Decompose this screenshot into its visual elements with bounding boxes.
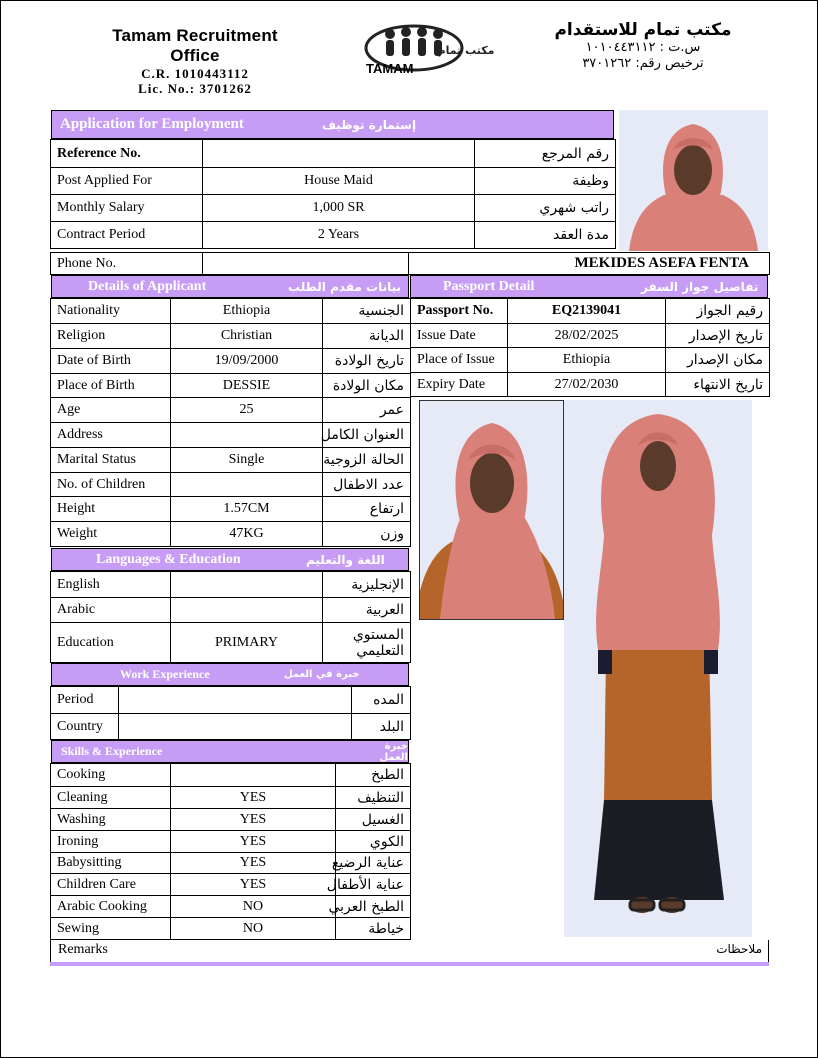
height-label: Height — [51, 497, 171, 522]
details-title: Details of Applicant — [88, 278, 207, 294]
table-row — [51, 896, 411, 918]
table-row — [51, 572, 411, 598]
english-value[interactable] — [171, 572, 323, 598]
post-label-ar: وظيفة — [475, 168, 616, 195]
work-title: Work Experience — [120, 667, 210, 681]
pob-value[interactable]: DESSIE — [171, 374, 323, 398]
table-row — [51, 222, 616, 249]
period-value[interactable] — [119, 687, 352, 714]
skills-table — [50, 763, 411, 940]
table-row — [51, 497, 411, 522]
address-value[interactable] — [171, 423, 323, 448]
table-row — [411, 299, 770, 324]
passport-no-value[interactable]: EQ2139041 — [508, 299, 666, 324]
english-label: English — [51, 572, 171, 598]
children-label: No. of Children — [51, 473, 171, 497]
period-label-ar: المده — [352, 687, 411, 714]
place-issue-label-ar: مكان الإصدار — [666, 348, 770, 373]
table-row — [51, 853, 411, 874]
table-row — [51, 787, 411, 809]
table-row — [411, 373, 770, 397]
applicant-name: MEKIDES ASEFA FENTA — [409, 253, 770, 275]
table-row — [51, 473, 411, 497]
post-label: Post Applied For — [51, 168, 203, 195]
passport-no-label: Passport No. — [411, 299, 508, 324]
logo-label: TAMAM — [366, 61, 414, 76]
sewing-value[interactable]: NO — [171, 918, 336, 940]
cooking-label: Cooking — [51, 764, 171, 787]
work-title-ar: خبرة في العمل — [284, 669, 360, 680]
table-row — [51, 623, 411, 663]
languages-table — [50, 571, 411, 663]
logo-text-ar: مكتب تمام — [437, 44, 495, 57]
children-label-ar: عدد الاطفال — [323, 473, 411, 497]
reference-label: Reference No. — [51, 140, 203, 168]
remarks-label-ar: ملاحظات — [716, 942, 762, 956]
nationality-value[interactable]: Ethiopia — [171, 299, 323, 324]
headshot-photo — [619, 110, 768, 251]
license-number-ar: ترخيص رقم: ٣٧٠١٢٦٢ — [582, 56, 704, 71]
remarks-label: Remarks — [58, 942, 108, 957]
babysitting-label: Babysitting — [51, 853, 171, 874]
skills-title: Skills & Experience — [61, 744, 163, 758]
ironing-label-ar: الكوي — [336, 831, 411, 853]
office-header-ar — [538, 20, 748, 72]
cleaning-label: Cleaning — [51, 787, 171, 809]
ironing-label: Ironing — [51, 831, 171, 853]
skills-band — [51, 740, 409, 763]
work-band — [51, 663, 409, 686]
passport-table — [410, 298, 770, 397]
table-row — [51, 687, 411, 714]
sewing-label-ar: خياطة — [336, 918, 411, 940]
washing-value[interactable]: YES — [171, 809, 336, 831]
languages-title-ar: اللغة والتعليم — [306, 552, 385, 567]
portrait-photo — [419, 400, 564, 620]
children-value[interactable] — [171, 473, 323, 497]
table-row — [51, 831, 411, 853]
religion-label: Religion — [51, 324, 171, 349]
table-row — [51, 423, 411, 448]
place-issue-label: Place of Issue — [411, 348, 508, 373]
arabic-cooking-value[interactable]: NO — [171, 896, 336, 918]
children-care-value[interactable]: YES — [171, 874, 336, 896]
office-name-ar: مكتب تمام للاستقدام — [554, 20, 732, 40]
office-header-en — [92, 26, 298, 96]
issue-date-label-ar: تاريخ الإصدار — [666, 324, 770, 348]
office-name: Tamam Recruitment Office — [112, 26, 278, 65]
arabic-value[interactable] — [171, 598, 323, 623]
table-row — [411, 324, 770, 348]
salary-label: Monthly Salary — [51, 195, 203, 222]
table-row — [51, 140, 616, 168]
table-row — [51, 714, 411, 740]
table-row — [411, 348, 770, 373]
address-label: Address — [51, 423, 171, 448]
country-label: Country — [51, 714, 119, 740]
full-body-image — [564, 400, 752, 937]
washing-label: Washing — [51, 809, 171, 831]
babysitting-label-ar: عناية الرضيع — [336, 853, 411, 874]
arabic-cooking-label-ar: الطبخ العربي — [336, 896, 411, 918]
post-value[interactable]: House Maid — [203, 168, 475, 195]
english-label-ar: الإنجليزية — [323, 572, 411, 598]
table-row — [51, 918, 411, 940]
license-number: Lic. No.: 3701262 — [138, 81, 252, 96]
contract-label: Contract Period — [51, 222, 203, 249]
washing-label-ar: الغسيل — [336, 809, 411, 831]
application-title-ar: إستمارة توظيف — [322, 117, 417, 132]
arabic-label-ar: العربية — [323, 598, 411, 623]
phone-name-row — [50, 252, 770, 275]
cleaning-value[interactable]: YES — [171, 787, 336, 809]
application-band — [51, 110, 614, 139]
details-band — [51, 275, 409, 298]
period-label: Period — [51, 687, 119, 714]
table-row — [51, 522, 411, 547]
height-value[interactable]: 1.57CM — [171, 497, 323, 522]
phone-value[interactable] — [203, 253, 409, 275]
phone-label: Phone No. — [51, 253, 203, 275]
application-table — [50, 139, 616, 249]
weight-label: Weight — [51, 522, 171, 547]
table-row — [51, 195, 616, 222]
education-label-ar: المستوي التعليمي — [323, 623, 411, 663]
details-table — [50, 298, 411, 547]
expiry-label: Expiry Date — [411, 373, 508, 397]
pob-label-ar: مكان الولادة — [323, 374, 411, 398]
height-label-ar: ارتفاع — [323, 497, 411, 522]
children-care-label-ar: عناية الأطفال — [336, 874, 411, 896]
nationality-label: Nationality — [51, 299, 171, 324]
pob-label: Place of Birth — [51, 374, 171, 398]
portrait-image — [420, 401, 563, 619]
weight-label-ar: وزن — [323, 522, 411, 547]
arabic-cooking-label: Arabic Cooking — [51, 896, 171, 918]
passport-title: Passport Detail — [443, 278, 535, 294]
salary-value[interactable]: 1,000 SR — [203, 195, 475, 222]
age-value[interactable]: 25 — [171, 398, 323, 423]
full-body-photo — [564, 400, 752, 937]
cooking-value[interactable] — [171, 764, 336, 787]
table-row — [51, 398, 411, 423]
age-label: Age — [51, 398, 171, 423]
details-title-ar: بيانات مقدم الطلب — [288, 279, 402, 294]
table-row — [51, 374, 411, 398]
place-issue-value[interactable]: Ethiopia — [508, 348, 666, 373]
passport-band — [410, 275, 768, 298]
marital-label: Marital Status — [51, 448, 171, 473]
religion-value[interactable]: Christian — [171, 324, 323, 349]
table-row — [51, 349, 411, 374]
cr-number-ar: س.ت : ١٠١٠٤٤٣١١٢ — [585, 40, 701, 55]
country-label-ar: البلد — [352, 714, 411, 740]
arabic-label: Arabic — [51, 598, 171, 623]
dob-label: Date of Birth — [51, 349, 171, 374]
contract-label-ar: مدة العقد — [475, 222, 616, 249]
skills-title-ar: خبرة العمل — [379, 740, 408, 763]
dob-label-ar: تاريخ الولادة — [323, 349, 411, 374]
marital-label-ar: الحالة الزوجية — [323, 448, 411, 473]
dob-value[interactable]: 19/09/2000 — [171, 349, 323, 374]
table-row — [51, 448, 411, 473]
passport-no-label-ar: رقيم الجواز — [666, 299, 770, 324]
age-label-ar: عمر — [323, 398, 411, 423]
education-label: Education — [51, 623, 171, 663]
contract-value[interactable]: 2 Years — [203, 222, 475, 249]
table-row — [51, 809, 411, 831]
children-care-label: Children Care — [51, 874, 171, 896]
babysitting-value[interactable]: YES — [171, 853, 336, 874]
cr-number: C.R. 1010443112 — [141, 66, 249, 81]
ironing-value[interactable]: YES — [171, 831, 336, 853]
expiry-value[interactable]: 27/02/2030 — [508, 373, 666, 397]
table-row — [51, 324, 411, 349]
marital-value[interactable]: Single — [171, 448, 323, 473]
headshot-image — [619, 110, 768, 251]
remarks-row — [50, 940, 769, 962]
languages-title: Languages & Education — [96, 551, 241, 567]
table-row — [51, 598, 411, 623]
religion-label-ar: الديانة — [323, 324, 411, 349]
cleaning-label-ar: التنظيف — [336, 787, 411, 809]
salary-label-ar: راتب شهري — [475, 195, 616, 222]
passport-title-ar: تفاصيل جواز السفر — [641, 279, 759, 294]
languages-band — [51, 548, 409, 571]
issue-date-value[interactable]: 28/02/2025 — [508, 324, 666, 348]
country-value[interactable] — [119, 714, 352, 740]
address-label-ar: العنوان الكامل — [323, 423, 411, 448]
application-title: Application for Employment — [60, 116, 244, 132]
education-value[interactable]: PRIMARY — [171, 623, 323, 663]
sewing-label: Sewing — [51, 918, 171, 940]
table-row — [51, 168, 616, 195]
issue-date-label: Issue Date — [411, 324, 508, 348]
reference-label-ar: رقم المرجع — [475, 140, 616, 168]
nationality-label-ar: الجنسية — [323, 299, 411, 324]
work-table — [50, 686, 411, 740]
cooking-label-ar: الطبخ — [336, 764, 411, 787]
table-row — [51, 874, 411, 896]
expiry-label-ar: تاريخ الانتهاء — [666, 373, 770, 397]
reference-value[interactable] — [203, 140, 475, 168]
table-row — [51, 764, 411, 787]
weight-value[interactable]: 47KG — [171, 522, 323, 547]
bottom-band — [50, 962, 769, 966]
table-row — [51, 299, 411, 324]
